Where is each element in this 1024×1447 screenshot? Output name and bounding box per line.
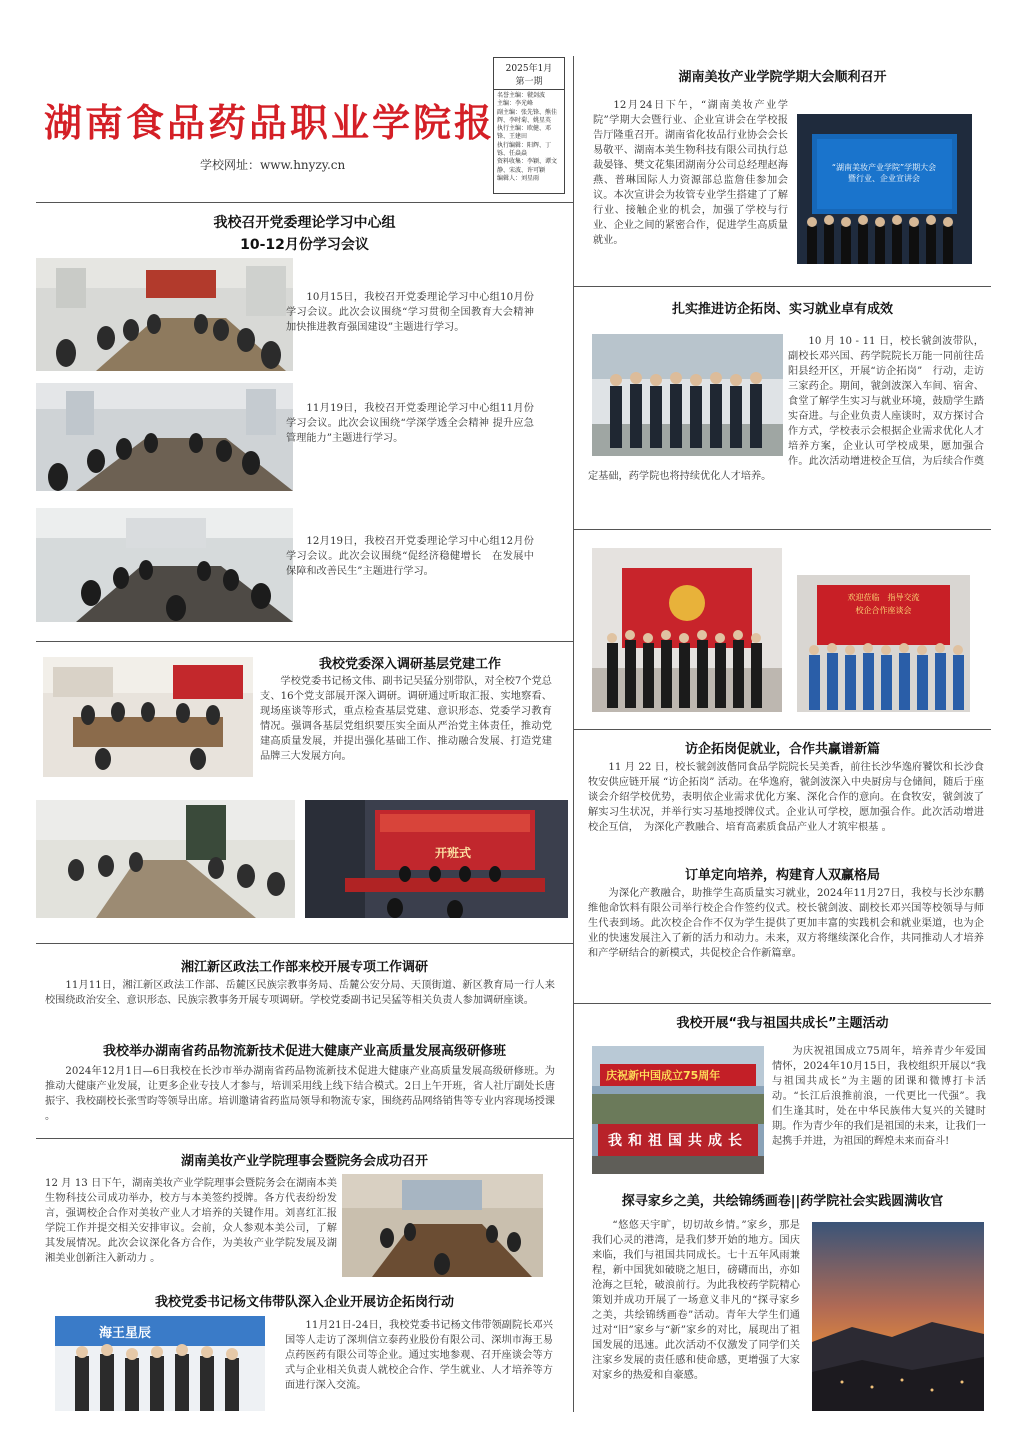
- article-title-visit-enterprises: 我校党委书记杨文伟带队深入企业开展访企拓岗行动: [154, 1295, 454, 1310]
- workshop-opening-photo: [305, 800, 568, 918]
- beauty-council-photo: [342, 1174, 543, 1277]
- article-body-october: 10月15日，我校召开党委理论学习中心组10月份学习会议。此次会议围绕“学习贯彻全国教育大会精神加快推进教育强国建设”主题进行学习。: [286, 292, 534, 333]
- article-title-party-building: 我校党委深入调研基层党建工作: [318, 657, 501, 672]
- article-title-beauty-semester: 湖南美妆产业学院学期大会顺利召开: [678, 70, 887, 85]
- article-body-december: 12月19日，我校召开党委理论学习中心组12月份学习会议。此次会议围绕“促经济稳健增长 在发展中保障和改善民生”主题进行学习。: [286, 536, 534, 577]
- masthead: [36, 56, 572, 196]
- article-title-grow-with-motherland: 我校开展“我与祖国共成长”主题活动: [676, 1016, 889, 1031]
- article-body-beauty-council: 12 月 13 日下午，湖南美妆产业学院理事会暨院务会在湖南本美生物科技公司成功举办，校方与本美签约授牌。各方代表纷纷发言，强调校企合作对美妆产业人才培养的关键作用。刘喜红汇报学院工作并提交相关安排审议。会前，众人参观本美公司，了解其发展情况。此次会议深化各方合作，为美妆产业学院发展及湖湘美业创新注入新动力 。: [45, 1178, 337, 1264]
- meeting-room-photo: [36, 800, 295, 918]
- rule: [573, 729, 991, 730]
- kaibanshi-text: 开班式: [435, 846, 472, 860]
- article-title-theory-study: 我校召开党委理论学习中心组 10-12月份学习会议: [213, 215, 396, 253]
- company-visit-photo-right: [797, 575, 970, 712]
- rule: [573, 286, 991, 287]
- meeting-photo-october: [36, 258, 293, 371]
- article-body-xiangjiang: 11月11日，湘江新区政法工作部、岳麓区民族宗教事务局、岳麓公安分局、天顶街道、新区教育局一行人来校围绕政治安全、意识形态、民族宗教事务开展专项调研。学校党委副书记吴猛等相关负责人参加调研座谈。: [45, 980, 555, 1006]
- semester-meeting-photo: [797, 114, 972, 264]
- hometown-sunset-photo: [812, 1222, 984, 1411]
- article-body-logistics-seminar: 2024年12月1日—6日我校在长沙市举办湖南省药品物流新技术促进大健康产业高质量发展高级研修班。为推动大健康产业发展，让更多企业专技人才参与，培训采用线上线下结合模式。2日上午开班，省人社厅副处长唐振宇、我校副校长张雪昀等领导出席。培训邀请省药监局领导和物流专家，围绕药品网络销售等专业内容现场授课 。: [45, 1066, 555, 1122]
- article-title-xiangjiang: 湘江新区政法工作部来校开展专项工作调研: [180, 960, 428, 975]
- rule: [36, 943, 573, 944]
- article-body-visit-enterprises: 11月21日-24日，我校党委书记杨文伟带领副院长邓兴国等人走访了深圳信立泰药业股份有限公司、深圳市海王易点药医药有限公司等企业。通过实地参观、召开座谈会等方式与企业相关负责人就校企合作、学生就业、人才培养等方面进行深入交流。: [285, 1320, 553, 1391]
- issue-box: [493, 57, 565, 194]
- meeting-photo-december: [36, 508, 293, 622]
- article-title-hometown: 探寻家乡之美，共绘锦绣画卷||药学院社会实践圆满收官: [621, 1194, 944, 1209]
- newspaper-name: 湖南食品药品职业学院报: [44, 100, 496, 145]
- editorial-credits: 名誉主编：虢剑波 主编：李光峰 副主编：张先锋、熊佳辉、李时菊、姚星英 执行主编：欧健、邓锋、王建田 执行编辑：阳辉、丁铄、任焱焱 资料收集：李颖、谭文静、宋波、许可颖 编辑人：刘星雨: [497, 92, 558, 182]
- store-sign-text: 海王星辰: [99, 1326, 152, 1341]
- article-title-internship: 扎实推进访企拓岗、实习就业卓有成效: [671, 302, 893, 317]
- motherland-activity-photo: [592, 1046, 764, 1174]
- rule: [36, 1138, 573, 1139]
- article-body-grow-with-motherland: 为庆祝祖国成立75周年，培养青少年爱国情怀，2024年10月15日，我校组织开展以“我与祖国共成长”为主题的团课和微博打卡活动。“长江后浪推前浪，一代更比一代强”。我们生逢其时，处在中华民族伟大复兴的关键时期。作为青少年的我们是祖国的未来，让我们一起携手并进，为祖国的辉煌未来而奋斗!: [772, 1046, 986, 1147]
- rule: [36, 641, 573, 642]
- photo-text-75th: 庆祝新中国成立75周年: [606, 1069, 721, 1082]
- article-title-beauty-council: 湖南美妆产业学院理事会暨院务会成功召开: [180, 1154, 428, 1169]
- article-body-win-win: 11 月 22 日，校长虢剑波偕同食品学院院长吴美香，前往长沙华逸府饕饮和长沙食牧安供应链开展 “访企拓岗” 活动。在华逸府，虢剑波深入中央厨房与仓储间，随后于座谈会介绍学校优势，表明依企业需求优化方案、深化合作的意向。在食牧安，虢剑波了解实习生状况，并举行实习基地授牌仪式。企业认可学校，愿加强合作。此次活动增进校企互信， 为深化产教融合、培育高素质食品产业人才筑牢根基 。: [588, 762, 984, 833]
- article-body-november: 11月19日，我校召开党委理论学习中心组11月份学习会议。此次会议围绕“学深学透全会精神 提升应急管理能力”主题进行学习。: [286, 403, 534, 444]
- enterprise-visit-photo: [55, 1316, 265, 1411]
- school-website: 学校网址：www.hnyzy.cn: [200, 158, 346, 172]
- issue-number: 第一期: [494, 74, 564, 90]
- article-body-internship: 10 月 10 - 11 日，校长虢剑波带队，副校长邓兴国、药学院院长万能一同前往岳阳县经开区，开展“访企拓岗” 行动，走访三家药企。期间，虢剑波深入车间、宿舍、食堂了解学生实习与就业环境，鼓励学生踏实奋进。与企业负责人座谈时，双方探讨合作方式，学校表示会根据企业需求优化人才培养方案，企业认可学校成果，愿加强合作。此次活动增进校企互信，为后续合作奠定基础，药学院也将持续优化人才培养。: [588, 336, 984, 482]
- article-body-hometown: “悠悠天宇旷，切切故乡情。”家乡，那是我们心灵的港湾，是我们梦开始的地方。国庆来临，我们与祖国共同成长。七十五年风雨兼程，新中国犹如破晓之旭日，磅礴而出，亦如沧海之巨轮，破浪前行。为此我校药学院精心策划并成功开展了一场意义非凡的“探寻家乡之美，共绘锦绣画卷”活动。青年大学生们通过对“旧”家乡与“新”家乡的对比，展现出了祖国发展的迅速。此次活动不仅激发了同学们关注家乡发展的责任感和使命感，更增强了大家对家乡的热爱和自豪感。: [592, 1220, 800, 1381]
- article-title-order-training: 订单定向培养，构建育人双赢格局: [684, 868, 880, 883]
- rule: [36, 202, 573, 203]
- screen-banner-text: “湖南美妆产业学院”学期大会 暨行业、企业宣讲会: [831, 163, 937, 183]
- article-body-beauty-semester: 12月24日下午，“湖南美妆产业学院”学期大会暨行业、企业宣讲会在学校报告厅隆重召开。湖南省化妆品行业协会会长易敬平、湖南本美生物科技有限公司执行总裁晏锋、樊文花集团湖南分公司总经理赵海燕、普琳国际人力资源部总监詹佳参加会议。本次宣讲会为妆管专业学生搭建了了解行业、接触企业的机会，加强了学校与行业、企业之间的紧密合作，促进学生高质量就业。: [593, 100, 788, 246]
- meeting-photo-november: [36, 383, 293, 491]
- article-body-order-training: 为深化产教融合，助推学生高质量实习就业，2024年11月27日，我校与长沙东鹏维他命饮料有限公司举行校企合作签约仪式。校长虢剑波、副校长邓兴国等校领导与师生代表到场。此次校企合作不仅为学生提供了更加丰富的实践机会和就业渠道，也为企业的快速发展注入了新的活力和动力。未来，双方将继续深化合作，共同推动人才培养和产学研结合的新模式，共促校企合作新篇章。: [588, 888, 984, 959]
- article-title-win-win: 访企拓岗促就业，合作共赢谱新篇: [684, 742, 880, 757]
- article-title-logistics-seminar: 我校举办湖南省药品物流新技术促进大健康产业高质量发展高级研修班: [102, 1044, 506, 1059]
- article-body-party-building: 学校党委书记杨文伟、副书记吴猛分别带队，对全校7个党总支、16个党支部展开深入调研。调研通过听取汇报、实地察看、现场座谈等形式，重点检查基层党建、意识形态、党委学习教育情况。强调各基层党组织要压实全面从严治党主体责任，推动党建高质量发展，并提出强化基础工作、推动融合发展、打造党建品牌三大发展方向。: [260, 676, 552, 762]
- banner-welcome-text: 欢迎莅临 指导交流 校企合作座谈会: [847, 593, 920, 615]
- company-visit-photo-left: [592, 548, 782, 712]
- rule: [573, 529, 991, 530]
- party-building-photo: [43, 657, 253, 777]
- issue-date: 2025年1月: [505, 64, 553, 74]
- photo-text-grow-together: 我和祖国共成长: [608, 1133, 748, 1149]
- rule: [573, 1003, 991, 1004]
